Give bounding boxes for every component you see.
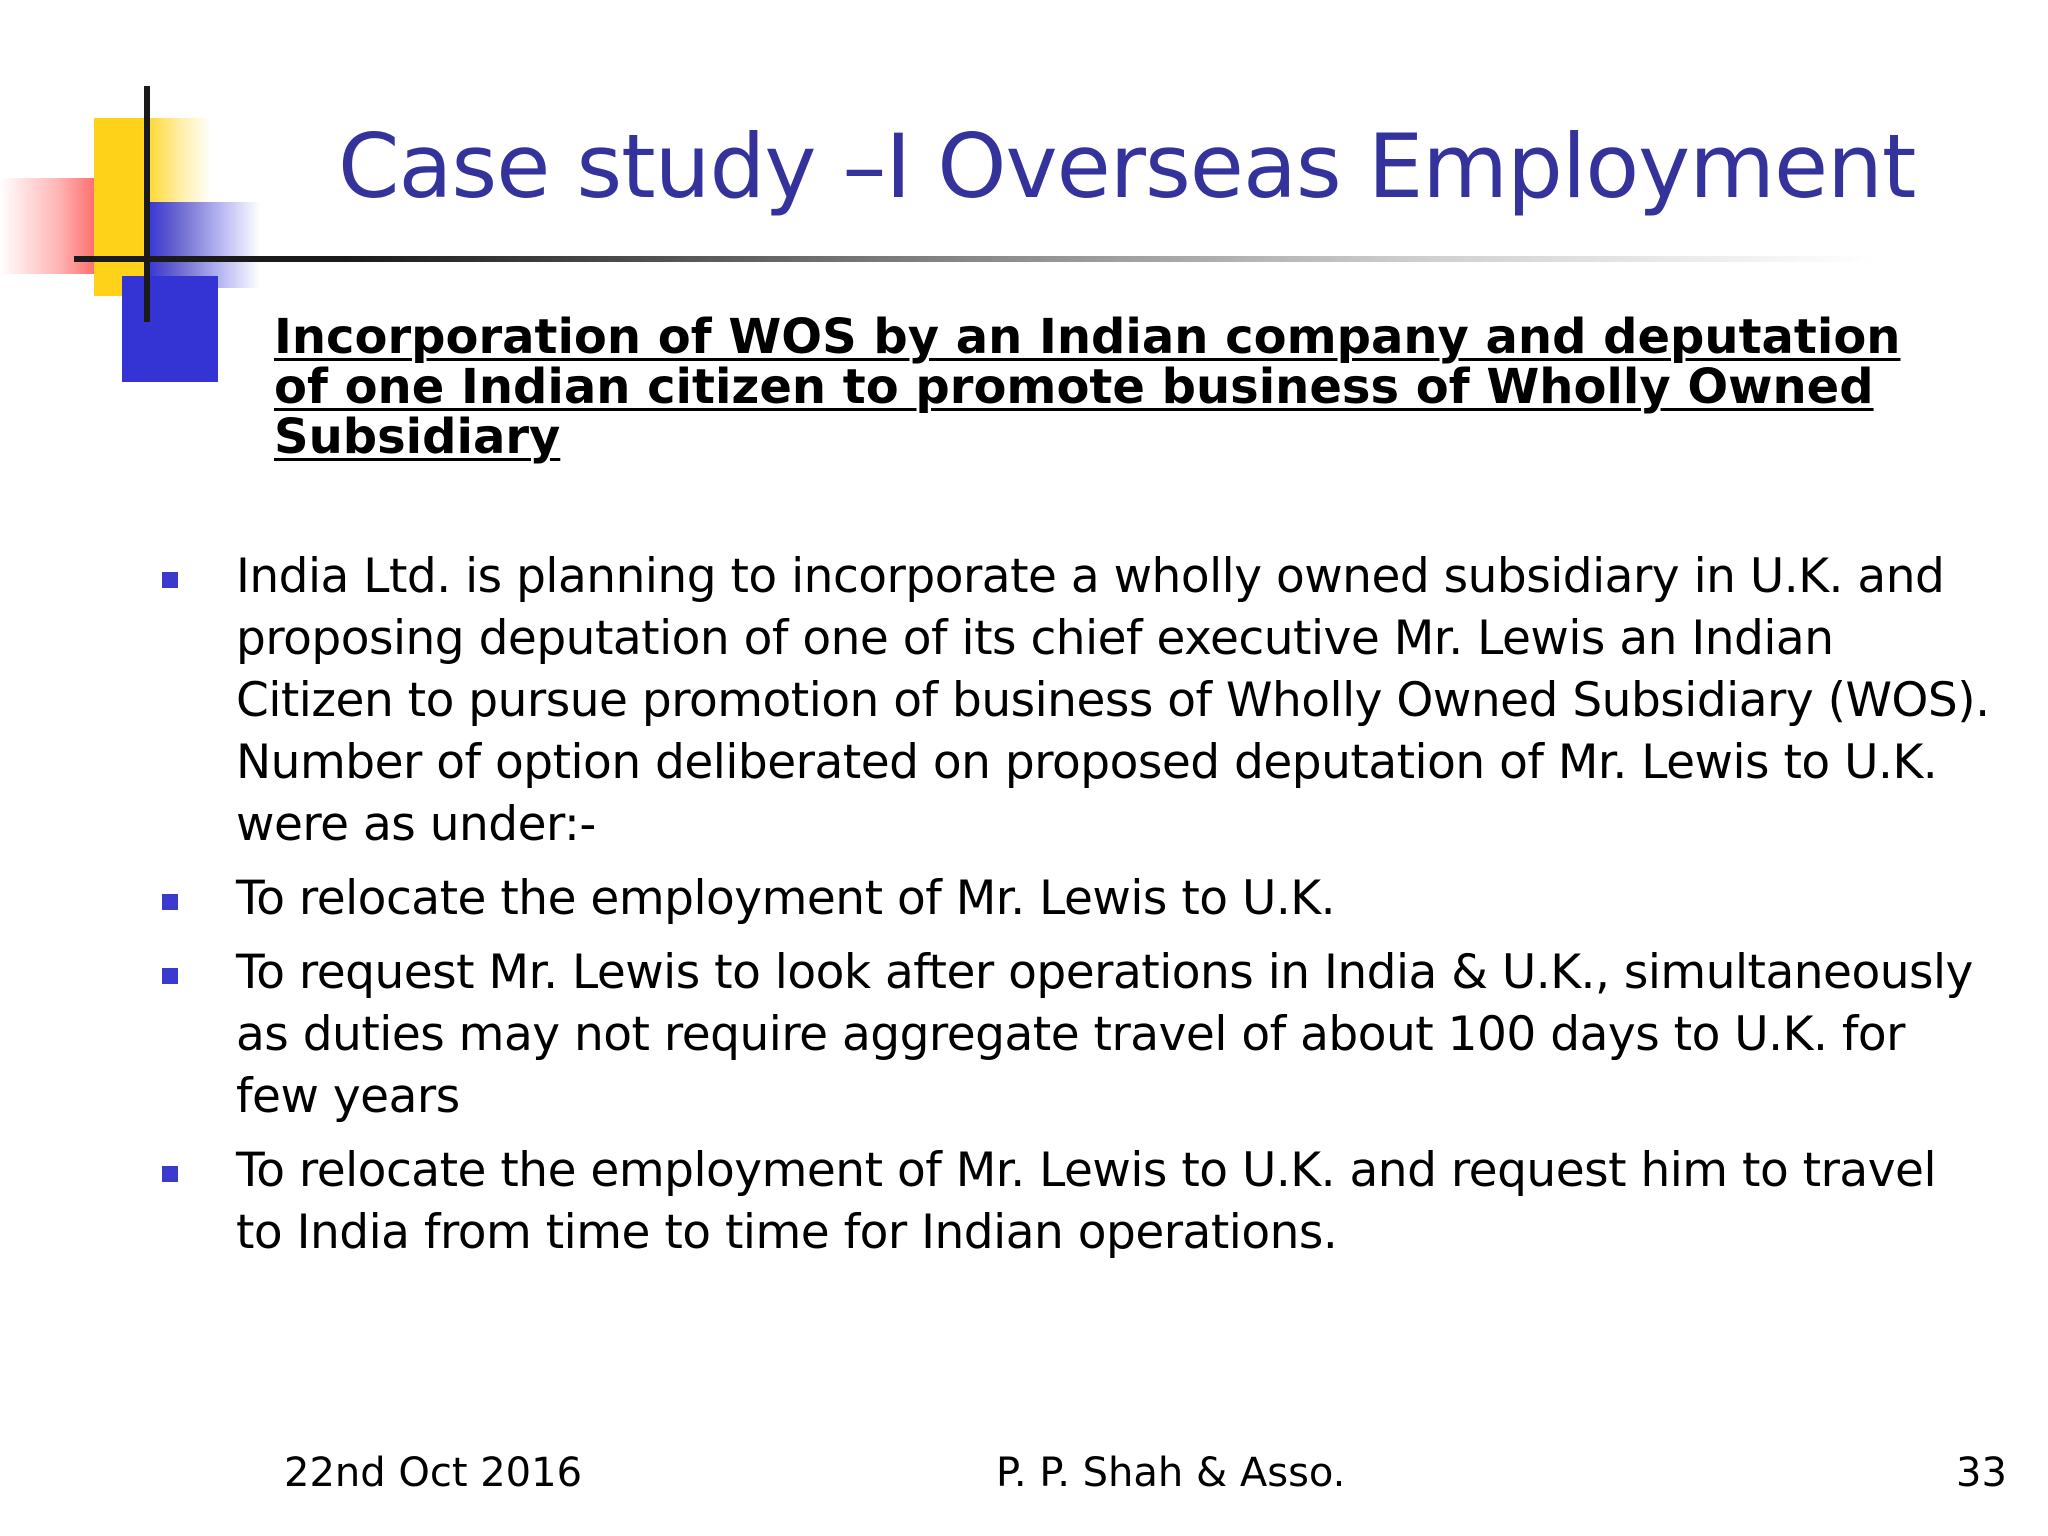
bullet-item-3 [160, 942, 1996, 1128]
bullet-text: To relocate the employment of Mr. Lewis to U.K. and request him to travel to India from time to time for Indian operations. [236, 1143, 1936, 1260]
bullet-list [160, 546, 1996, 1276]
square-bullet-icon [162, 572, 178, 588]
bullet-text: To request Mr. Lewis to look after operations in India & U.K., simultaneously as duties may not require aggregate travel of about 100 days to U.K. for few years [236, 945, 1973, 1124]
square-bullet-icon [162, 1166, 178, 1182]
title-underline-rule [74, 256, 1874, 262]
bullet-item-2 [160, 868, 1996, 930]
decorative-blue-square [122, 276, 218, 382]
square-bullet-icon [162, 894, 178, 910]
bullet-text: India Ltd. is planning to incorporate a wholly owned subsidiary in U.K. and proposing deputation of one of its chief executive Mr. Lewis an Indian Citizen to pursue promotion of business of Wholly Owned Subsidiary (WOS). Number of option deliberated on proposed deputation of Mr. Lewis to U.K. were as under:- [236, 549, 1990, 852]
page-number: 33 [1956, 1450, 2007, 1496]
bullet-item-4 [160, 1140, 1996, 1264]
slide-subtitle: Incorporation of WOS by an Indian company and deputation of one Indian citizen to promote business of Wholly Owned Subsidiary [274, 309, 1901, 465]
square-bullet-icon [162, 968, 178, 984]
bullet-text: To relocate the employment of Mr. Lewis to U.K. [236, 871, 1336, 926]
footer-author: P. P. Shah & Asso. [996, 1450, 1346, 1496]
slide-title: Case study –I Overseas Employment [338, 115, 1916, 218]
decorative-vertical-line [144, 86, 150, 322]
bullet-item-1 [160, 546, 1996, 856]
footer-date: 22nd Oct 2016 [284, 1450, 583, 1496]
